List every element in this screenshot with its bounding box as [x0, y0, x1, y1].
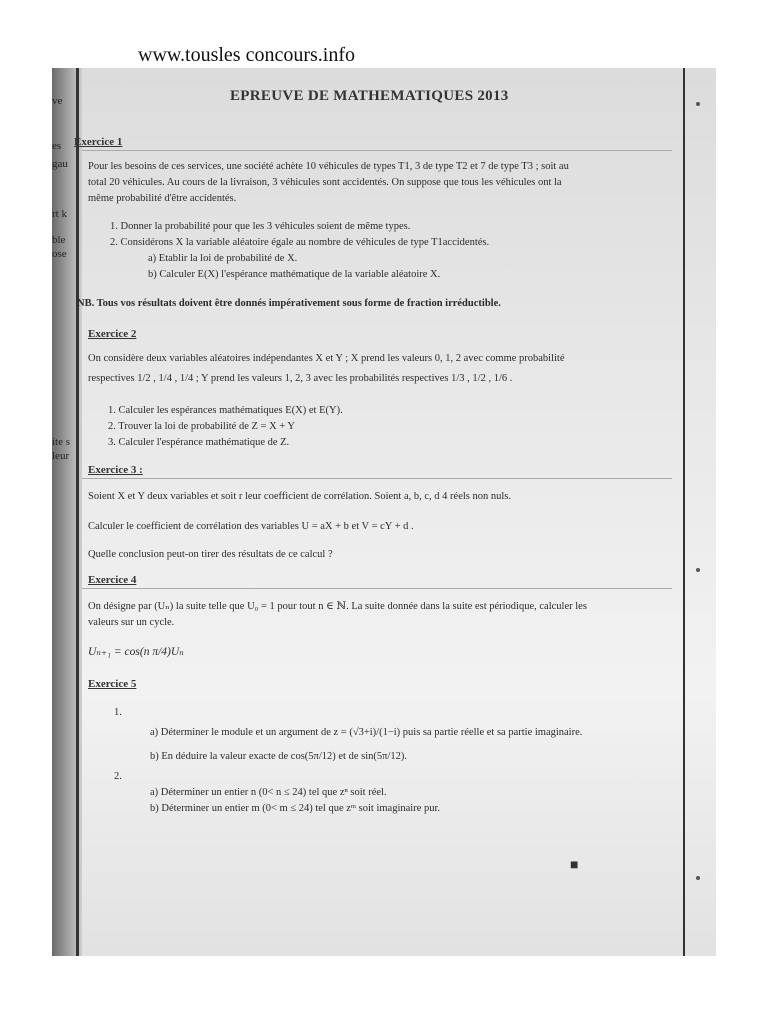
exercise-1-question: 1. Donner la probabilité pour que les 3 véhicules soient de même types.: [110, 221, 411, 232]
exercise-2-question: 2. Trouver la loi de probabilité de Z = X + Y: [108, 421, 296, 432]
divider: [82, 588, 672, 589]
scan-speck: [696, 568, 700, 572]
source-url: www.tousles concours.info: [138, 44, 356, 66]
exercise-5-question: b) Déterminer un entier m (0< m ≤ 24) tel que zᵐ soit imaginaire pur.: [150, 803, 441, 814]
exercise-2-question: 3. Calculer l'espérance mathématique de Z.: [108, 437, 290, 448]
scan-speck: [696, 102, 700, 106]
exercise-3-text: Soient X et Y deux variables et soit r leur coefficient de corrélation. Soient a, b, c, d 4 réels non nuls.: [88, 491, 511, 502]
exercise-3-text: Calculer le coefficient de corrélation des variables U = aX + b et V = cY + d .: [88, 521, 414, 532]
exercise-1-heading: Exercice 1: [74, 136, 123, 148]
margin-fragment: ite s: [52, 436, 71, 448]
divider: [82, 150, 672, 151]
scanned-page: [52, 68, 716, 956]
exercise-4-text: valeurs sur un cycle.: [88, 617, 175, 628]
exercise-2-text: respectives 1/2 , 1/4 , 1/4 ; Y prend les valeurs 1, 2, 3 avec les probabilités respectives 1/3 , 1/2 , 1/6 .: [88, 373, 513, 384]
margin-fragment: gau: [52, 158, 68, 170]
exercise-1-text: Pour les besoins de ces services, une société achète 10 véhicules de types T1, 3 de type T2 et 7 de type T3 ; soit au: [88, 161, 569, 172]
exercise-5-part-number: 2.: [114, 771, 122, 782]
right-margin-line: [683, 68, 685, 956]
margin-fragment: ble: [52, 234, 66, 246]
exercise-5-question: a) Déterminer le module et un argument de z = (√3+i)/(1−i) puis sa partie réelle et sa partie imaginaire.: [150, 727, 583, 738]
binding-line: [76, 68, 79, 956]
exercise-1-subquestion: b) Calculer E(X) l'espérance mathématique de la variable aléatoire X.: [148, 269, 441, 280]
margin-fragment: ose: [52, 248, 67, 260]
exercise-2-heading: Exercice 2: [88, 328, 137, 340]
exercise-5-question: a) Déterminer un entier n (0< n ≤ 24) tel que zⁿ soit réel.: [150, 787, 387, 798]
scan-speck: [696, 876, 700, 880]
exercise-5-question: b) En déduire la valeur exacte de cos(5π/12) et de sin(5π/12).: [150, 751, 407, 762]
exercise-1-subquestion: a) Etablir la loi de probabilité de X.: [148, 253, 298, 264]
exercise-1-question: 2. Considérons X la variable aléatoire égale au nombre de véhicules de type T1accidentés.: [110, 237, 490, 248]
exercise-2-text: On considère deux variables aléatoires indépendantes X et Y ; X prend les valeurs 0, 1, 2 avec comme probabilité: [88, 353, 565, 364]
exercise-5-heading: Exercice 5: [88, 678, 137, 690]
exam-title: EPREUVE DE MATHEMATIQUES 2013: [230, 88, 509, 104]
exercise-2-question: 1. Calculer les espérances mathématiques E(X) et E(Y).: [108, 405, 343, 416]
exercise-5-part-number: 1.: [114, 707, 122, 718]
exercise-4-heading: Exercice 4: [88, 574, 137, 586]
margin-fragment: ve: [52, 95, 63, 107]
exercise-1-text: total 20 véhicules. Au cours de la livraison, 3 véhicules sont accidentés. On suppose que tous les véhicules ont la: [88, 177, 562, 188]
margin-fragment: leur: [52, 450, 70, 462]
note-irreducible-fraction: NB. Tous vos résultats doivent être donnés impérativement sous forme de fraction irréductible.: [77, 298, 501, 309]
exercise-3-text: Quelle conclusion peut-on tirer des résultats de ce calcul ?: [88, 549, 333, 560]
ink-mark: ■: [570, 858, 579, 873]
divider: [82, 478, 672, 479]
exercise-3-heading: Exercice 3 :: [88, 464, 143, 476]
margin-fragment: es: [52, 140, 62, 152]
margin-fragment: rt k: [52, 208, 67, 220]
exercise-4-text: On désigne par (Uₙ) la suite telle que U₀ = 1 pour tout n ∈ ℕ. La suite donnée dans la suite est périodique, calculer les: [88, 601, 587, 612]
exercise-1-text: même probabilité d'être accidentés.: [88, 193, 237, 204]
exercise-4-formula: Uₙ₊₁ = cos(n π/4)Uₙ: [88, 646, 184, 658]
